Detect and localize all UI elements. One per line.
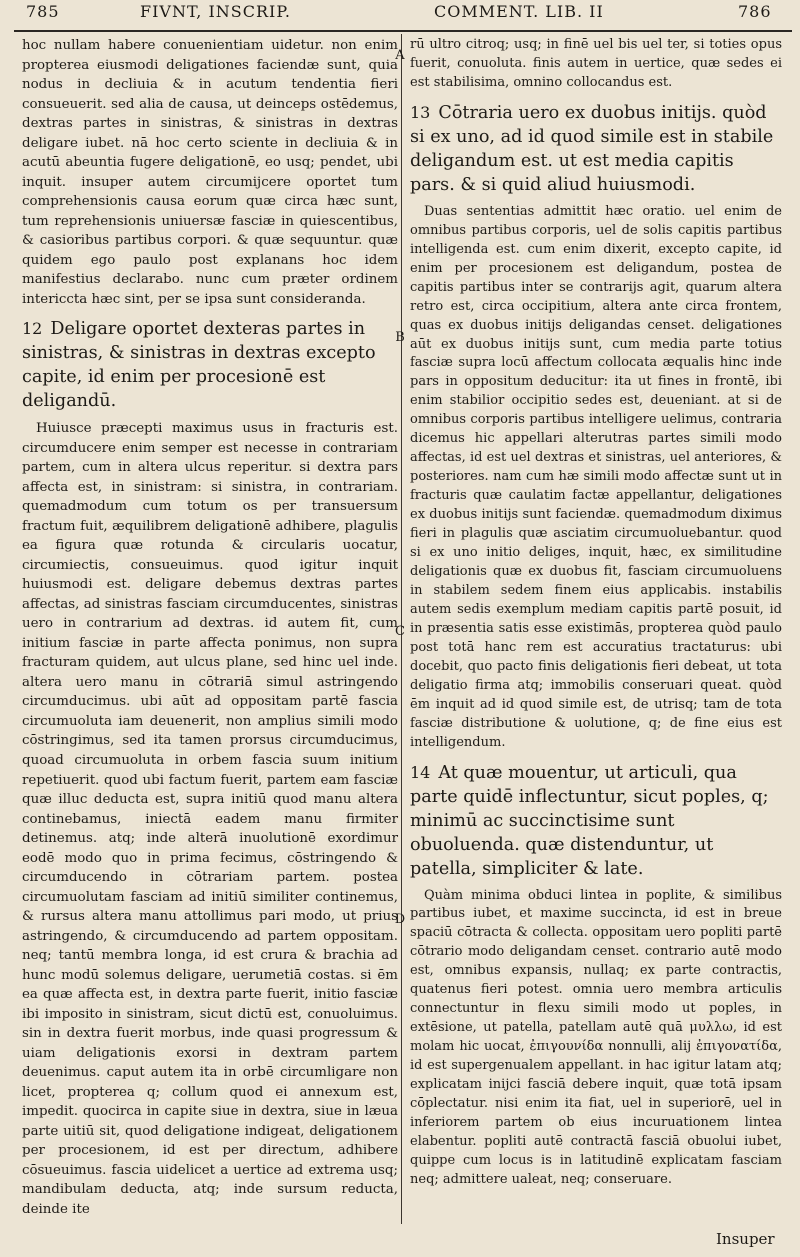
lemma-number: 14 (410, 762, 431, 782)
lemma-14 (410, 761, 782, 881)
right-running-title: COMMENT. LIB. II (434, 2, 604, 21)
lemma-12 (22, 317, 398, 413)
right-page-number: 786 (738, 2, 772, 21)
left-running-title: FIVNT, INSCRIP. (140, 2, 291, 21)
paragraph: rū ultro citroq; usq; in finē uel bis uel ter, si toties opus fuerit, conuoluta. finis autem in uertice, quæ sedes ei est stabilisima, omnino collocandus est. (410, 37, 782, 90)
header-rule (14, 30, 792, 32)
lemma-13 (410, 101, 782, 197)
lemma-number: 12 (22, 319, 43, 339)
lemma-text: At quæ mouentur, ut articuli, qua parte quidē inflectuntur, sicut poples, q; minimū ac succinctisime sunt obuoluenda. quæ distenduntur, ut patella, simpliciter & late. (410, 762, 769, 879)
paragraph: Duas sententias admittit hæc oratio. uel enim de omnibus partibus corporis, uel de solis capitis partibus intelligenda est. cum enim dixerit, excepto capite, id enim per procesionem est deligandum, postea de capitis partibus inter se contrarijs agit, quarum altera retro est, circa occipitium, altera ante circa frontem, quas ex duobus initijs deligandas censet. deligationes aūt ex duobus initijs sunt, cum media parte totius fasciæ supra locū affectum collocata æqualis hinc inde pars in oppositum deducitur: ita ut fines in frontē, ibi enim stabilior occipitio sedes est, deueniant. at si de omnibus corporis partibus intelligere uelimus, contraria dicemus hic appellari alterutras partes simili modo affectas, id est uel dextras et sinistras, uel anteriores, & posteriores. nam cum hæ simili modo affectæ sunt ut in fracturis quæ caulatim factæ appellantur, deligationes ex duobus initijs sunt faciendæ. quemadmodum diximus fieri in plagulis quæ asciatim circumuoluebantur. quod si ex uno initio deliges, inquit, hæc, ex similitudine deligationis quæ ex duobus fit, fasciam circumuoluens in stabilem sedem finem eius applicabis. instabilis autem sedis exemplum mediam capitis partē posuit, id in præsentia satis esse existimās, propterea quòd paulo post totā hanc rem est accuratius tractaturus: ubi docebit, quo pacto finis deligationis fieri debeat, ut tota deligatio firma atq; immobilis conseruari queat. quòd ēm inquit ad id quod simile est, de utrisq; tam de tota fasciæ distributione & uolutione, q; de fine eius est intelligendum. (410, 203, 782, 750)
paragraph: Huiusce præcepti maximus usus in fracturis est. circumducere enim semper est necesse in contrariam partem, cum in altera ulcus reperitur. si dextra pars affecta est, in sinistram: si sinistra, in contrariam. quemadmodum cum totum os per transuersum fractum fuit, æquilibrem deligationē adhibere, plagulis ea figura quæ rotunda & circularis uocatur, circumiectis, consueuimus. quod igitur inquit huiusmodi est. deligare debemus dextras partes affectas, ad sinistras fasciam circumducentes, sinistras uero in contrarium ad dextras. id autem fit, cum initium fasciæ in parte affecta ponimus, non supra fracturam quidem, aut ulcus plane, sed hinc uel inde. altera uero manu in cōtrariā simul astringendo circumducimus. ubi aūt ad oppositam partē fascia circumuoluta iam deuenerit, non amplius simili modo cōstringimus, sed ita tamen prorsus circumducimus, quoad circumuoluta in orbem fascia suum initium repetiuerit. quod ubi factum fuerit, partem eam fasciæ quæ illuc deducta est, supra initiū quod manu altera continebamus, iniectā eadem manu firmiter detinemus. atq; inde alterā inuolutionē exordimur eodē modo quo in prima fecimus, cōstringendo & circumducendo in cōtrariam partem. postea circumuolutam fasciam ad initiū similiter continemus, & rursus altera manu attollimus pari modo, ut prius astringendo, & circumducendo ad partem oppositam. neq; tantū membra longa, id est crura & brachia ad hunc modū solemus deligare, uerumetiā costas. si ēm ea quæ affecta est, in dextra parte fuerit, initio fasciæ ibi imposito in sinistram, sicut dictū est, conuoluimus. sin in dextra fuerit morbus, inde quasi progressum & uiam deligationis exorsi in dextram partem deuenimus. caput autem ita in orbē circumligare non licet, propterea q; collum quod ei annexum est, impedit. quocirca in capite siue in dextra, siue in læua parte uitiū sit, quod deligatione indigeat, deligationem per procesionem, id est per directum, adhibere cōsueuimus. fascia uidelicet a uertice ad extrema usq; mandibulam deducta, atq; inde sursum reducta, deinde ite (22, 421, 398, 1217)
running-header (0, 0, 800, 28)
lemma-text: Deligare oportet dexteras partes in sinistras, & sinistras in dextras excepto capite, id enim per procesionē est deligandū. (22, 319, 376, 412)
left-page-number: 785 (26, 2, 60, 21)
lemma-text: Cōtraria uero ex duobus initijs. quòd si ex uno, ad id quod simile est in stabile deligandum est. ut est media capitis pars. & si quid aliud huiusmodi. (410, 102, 774, 195)
margin-marker-d: D (394, 912, 406, 927)
paragraph: hoc nullam habere conuenientiam uidetur. non enim propterea eiusmodi deligationes faciendæ sunt, quia nodus in decliuia & in acutum tendentia fieri consueuerit. sed alia de causa, ut deinceps ostēdemus, dextras partes in sinistras, & sinistras in dextras deligare iubet. nā hoc certo sciente in decliuia & in acutū abeuntia fugere deligationē, eo usq; pendet, ubi inquit. insuper autem circumijcere oportet tum comprehensionis causa eorum quæ circa hæc sunt, tum reprehensionis uniuersæ fasciæ in quiescentibus, & casioribus partibus corpori. & quæ sequuntur. quæ quidem ego paulo post explanans hoc idem manifestius declarabo. nunc cum præter ordinem intericcta hæc sint, per se ipsa sunt consideranda. (22, 38, 398, 307)
margin-marker-a: A (395, 48, 405, 63)
right-column (410, 36, 782, 1190)
margin-marker-b: B (395, 330, 405, 345)
catchword: Insuper (716, 1230, 775, 1248)
margin-marker-c: C (395, 624, 405, 639)
lemma-number: 13 (410, 102, 431, 122)
paragraph: Quàm minima obduci lintea in poplite, & similibus partibus iubet, et maxime succincta, id est in breue spaciū cōtracta & collecta. oppositam uero popliti partē cōtrario modo deligandam censet. contrario autē modo est, omnibus expansis, nullaq; ex parte contractis, quatenus fieri potest. omnia uero membra articulis connectuntur in flexu simili modo ut poples, in extēsione, ut patella, patellam autē quā μυλλω, id est molam hic uocat, ἐπιγουνίδα nonnulli, alij ἐπιγονατίδα, id est supergenualem appellant. in hac igitur latam atq; explicatam inijci fasciā debere inquit, quæ totā ipsam cōplectatur. nisi enim ita fiat, uel in superiorē, uel in inferiorem partem ob eius incuruationem lintea elabentur. popliti autē contractā fasciā obuolui iubet, quippe cum locus is in latitudinē explicatam fasciam neq; admittere ualeat, neq; conseruare. (410, 887, 782, 1187)
left-column (22, 36, 398, 1219)
